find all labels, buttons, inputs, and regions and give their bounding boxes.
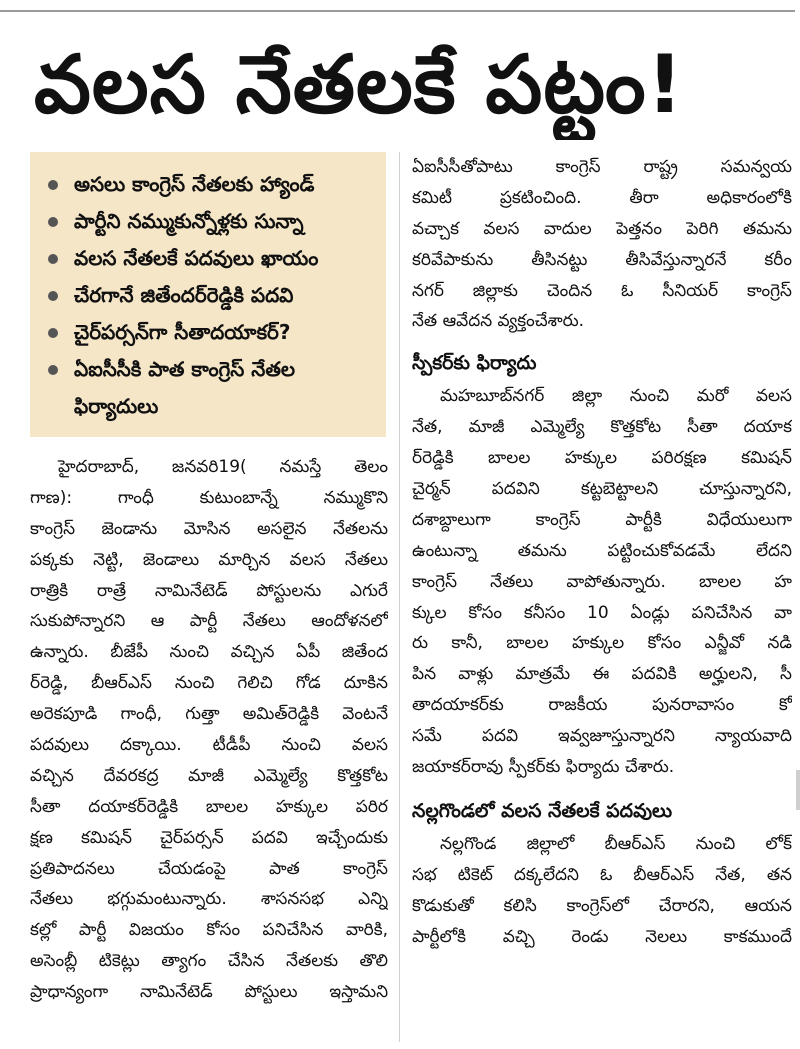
text-line: గాణ): గాంధీ కుటుంబాన్నే నమ్ముకొని	[30, 487, 388, 508]
right-column	[412, 152, 792, 952]
text-line: ర్‌రెడ్డి, బీఆర్‌ఎస్ నుంచి గెలిచి గోడ దూకిన	[30, 673, 388, 694]
text-line: నేతలు భగ్గుమంటున్నారు. శాసనసభ ఎన్ని	[30, 889, 388, 910]
highlight-item	[44, 240, 376, 277]
text-line: ఏఐసీసీతోపాటు కాంగ్రెస్ రాష్ట్ర సమన్వయ	[412, 157, 792, 177]
text-line: క్షణ కమిషన్ చైర్‌పర్సన్ పదవి ఇచ్చేందుకు	[30, 827, 388, 848]
highlight-text: చేరగానే జితేందర్‌రెడ్డికి పదవి	[74, 283, 294, 307]
text-line: తాదయాకర్‌కు రాజకీయ పునరావాసం కో	[412, 695, 792, 716]
text-line: దశాబ్దాలుగా కాంగ్రెస్ పార్టీకి విధేయులుగా	[412, 509, 792, 530]
text-line: పార్టీలోకి వచ్చి రెండు నెలలు కాకముందే	[412, 926, 792, 947]
text-line: ప్రతిపాదనలు చేయడంపై పాత కాంగ్రెస్	[30, 858, 388, 879]
text-line: రు కానీ, బాలల హక్కుల కోసం ఎన్జీవో నడి	[412, 633, 792, 654]
text-line: కొడుకుతో కలిసి కాంగ్రెస్‌లో చేరారని, ఆయన	[412, 895, 792, 916]
text-line: నల్లగొండ జిల్లాలో బీఆర్‌ఎస్ నుంచి లోక్	[440, 833, 792, 854]
text-line: కమిటీ ప్రకటించింది. తీరా అధికారంలోకి	[412, 187, 792, 208]
text-line: కల్లో పార్టీ విజయం కోసం పనిచేసిన వారికి,	[30, 920, 388, 941]
text-line: పదవులు దక్కాయి. టీడీపీ నుంచి వలస	[30, 735, 388, 756]
text-line: వచ్చాక వలస వాదుల పెత్తనం పెరిగి తమను	[412, 218, 792, 239]
left-column	[30, 452, 388, 1008]
text-line: ఉంటున్నా తమను పట్టించుకోవడమే లేదని	[412, 540, 792, 561]
highlights-box	[30, 152, 386, 437]
text-line: మహబూబ్‌నగర్ జిల్లా నుంచి మరో వలస	[440, 386, 792, 407]
top-rule	[0, 10, 795, 12]
right-paragraph-3	[412, 829, 792, 953]
subhead-speaker-complaint: స్పీకర్‌కు ఫిర్యాదు	[412, 352, 537, 375]
text-line: వచ్చిన దేవరకద్ర మాజీ ఎమ్మెల్యే కొత్తకోట	[30, 765, 388, 786]
text-line: నేత ఆవేదన వ్యక్తంచేశారు.	[412, 311, 585, 332]
text-line: క్కుల కోసం కనీసం 10 ఏండ్లు పనిచేసిన వా	[412, 602, 792, 623]
right-paragraph-1	[412, 152, 792, 337]
highlight-item	[44, 277, 376, 314]
highlight-item	[44, 388, 376, 425]
text-line: ప్రాధాన్యంగా నామినేటెడ్ పోస్టులు ఇస్తామని	[30, 982, 388, 1003]
text-line: పక్కకు నెట్టి, జెండాలు మార్చిన వలస నేతలు	[30, 549, 388, 570]
highlight-text: ఫిర్యాదులు	[74, 394, 159, 418]
edge-mark	[796, 770, 800, 810]
highlight-text: ఏఐసీసీకి పాత కాంగ్రెస్ నేతల	[74, 357, 296, 381]
text-line: ఉన్నారు. బీజేపీ నుంచి వచ్చిన ఏపీ జితేంద	[30, 642, 388, 663]
text-line: సీతా దయాకర్‌రెడ్డికి బాలల హక్కుల పరిర	[30, 796, 388, 817]
bullet-dot-icon	[48, 254, 58, 264]
text-line: అసెంబ్లీ టికెట్లు త్యాగం చేసిన నేతలకు తొలి	[30, 951, 388, 972]
text-line: చైర్మన్ పదవిని కట్టబెట్టాలని చూస్తున్నారని,	[412, 479, 792, 500]
right-paragraph-2	[412, 381, 792, 783]
highlight-item	[44, 314, 376, 351]
highlight-item	[44, 166, 376, 203]
bullet-dot-icon	[48, 365, 58, 375]
text-line: నగర్ జిల్లాకు చెందిన ఓ సీనియర్ కాంగ్రెస్	[412, 280, 792, 301]
highlight-text: అసలు కాంగ్రెస్ నేతలకు హ్యాండ్	[74, 172, 315, 196]
bullet-dot-icon	[48, 291, 58, 301]
text-line: సమే పదవి ఇవ్వజూస్తున్నారని న్యాయవాది	[412, 726, 792, 747]
text-line: సుకుపోన్నారని ఆ పార్టీ నేతలు ఆందోళనలో	[30, 611, 388, 632]
column-divider	[399, 152, 400, 1042]
text-line: పిన వాళ్లు మాత్రమే ఈ పదవికి అర్హులని, సీ	[412, 664, 792, 685]
text-line: అరెకపూడి గాంధీ, గుత్తా అమిత్‌రెడ్డికి వెంటనే	[30, 704, 388, 725]
highlight-item	[44, 203, 376, 240]
text-line: కాంగ్రెస్ నేతలు వాపోతున్నారు. బాలల హ	[412, 571, 792, 592]
bullet-dot-icon	[48, 217, 58, 227]
highlight-text: వలస నేతలకే పదవులు ఖాయం	[74, 246, 319, 270]
text-line: కాంగ్రెస్ జెండాను మోసిన అసలైన నేతలను	[30, 518, 388, 539]
bullet-dot-icon	[48, 180, 58, 190]
text-line: నేత, మాజీ ఎమ్మెల్యే కొత్తకోట సీతా దయాక	[412, 417, 792, 438]
bullet-dot-icon	[48, 328, 58, 338]
highlight-text: చైర్‌పర్సన్‌గా సీతాదయాకర్?	[74, 320, 291, 344]
highlight-text: పార్టీని నమ్ముకున్నోళ్లకు సున్నా	[74, 209, 304, 233]
headline: వలస నేతలకే పట్టం!	[34, 38, 685, 131]
text-line: సభ టికెట్ దక్కలేదని ఓ బీఆర్‌ఎస్ నేత, తన	[412, 864, 792, 885]
highlights-list	[44, 166, 376, 425]
text-line: కరివేపాకును తీసినట్టు తీసివేస్తున్నారనే కరీం	[412, 249, 792, 270]
subhead-nalgonda: నల్లగొండలో వలస నేతలకే పదవులు	[412, 799, 673, 822]
text-line: రాత్రికి రాత్రే నామినేటెడ్ పోస్టులను ఎగురే	[30, 580, 388, 601]
text-line: హైదరాబాద్, జనవరి19( నమస్తే తెలం	[58, 457, 388, 477]
highlight-item	[44, 351, 376, 388]
text-line: జయాకర్‌రావు స్పీకర్‌కు ఫిర్యాదు చేశారు.	[412, 757, 675, 778]
text-line: ర్‌రెడ్డికి బాలల హక్కుల పరిరక్షణ కమిషన్	[412, 448, 792, 469]
